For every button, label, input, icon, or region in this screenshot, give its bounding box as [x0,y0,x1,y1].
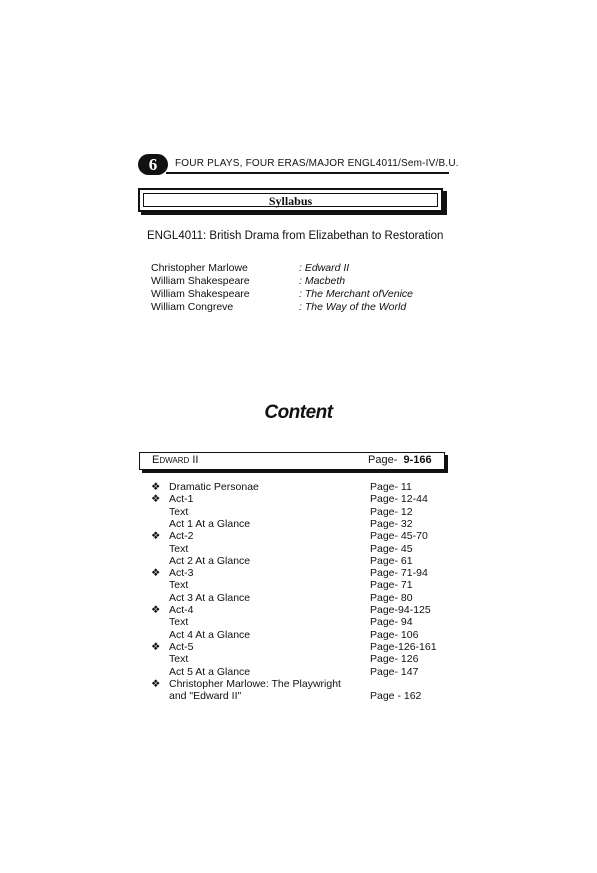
toc-entry-page: Page-94-125 [370,604,431,616]
work-author: William Shakespeare [151,288,250,300]
toc-entry-page: Page- 11 [370,481,412,493]
work-author: Christopher Marlowe [151,262,248,274]
toc-entry-label: Act 5 At a Glance [169,665,251,678]
toc-entry [151,481,451,494]
toc-entry-label: Christopher Marlowe: The Playwright [169,677,341,690]
toc-entry-page: Page- 12-44 [370,493,428,506]
toc-entry-page: Page- 106 [370,628,419,641]
toc-entry-label: Text [169,616,189,629]
toc-entry-label: Act 4 At a Glance [169,628,251,641]
toc-entry [151,530,451,543]
toc-entry-label: Act 3 At a Glance [169,591,251,604]
work-title: : Edward II [299,262,350,274]
toc-entry-page: Page- 126 [370,653,419,666]
toc-entry-label: and "Edward II" [169,690,242,703]
toc-entry-page: Page- 94 [370,616,413,629]
header-rule [166,172,449,174]
work-title: : Macbeth [299,275,346,287]
toc-entry-label: Dramatic Personae [169,481,259,493]
diamond-bullet-icon: ❖ [151,677,161,690]
toc-entry-label: Text [169,653,189,666]
toc-entry-page: Page- 147 [370,665,419,678]
toc-entry-label: Act-3 [169,567,194,580]
diamond-bullet-icon: ❖ [151,493,161,506]
toc-entry-page: Page- 71 [370,579,413,592]
diamond-bullet-icon: ❖ [151,481,161,493]
toc-entry-page: Page- 12 [370,505,413,518]
toc-entry [151,579,451,592]
toc-entry-label: Text [169,505,189,518]
toc-entry-page: Page- 45-70 [370,530,428,543]
toc-entry-page: Page- 80 [370,591,413,604]
syllabus-work-row [151,288,451,302]
course-title: ENGL4011: British Drama from Elizabethan to Restoration [147,230,444,242]
toc-entry-page: Page- 71-94 [370,567,428,580]
work-author: William Shakespeare [151,275,250,287]
toc-entry-page: Page- 45 [370,542,413,555]
work-author: William Congreve [151,301,234,313]
work-title: : The Merchant ofVenice [299,288,414,300]
toc-entry [151,555,451,568]
toc-entry-page: Page- 32 [370,517,413,530]
toc-entry [151,616,451,629]
toc-entry [151,604,451,617]
toc-entry [151,653,451,666]
toc-entry [151,493,451,506]
toc-entry [151,543,451,556]
toc-entry-label: Act-5 [169,640,194,653]
toc-entry [151,629,451,642]
toc-entry-label: Act 2 At a Glance [169,554,251,567]
toc-entry-label: Act-2 [169,530,194,543]
toc-entry [151,641,451,654]
toc-entry-page: Page- 61 [370,554,413,567]
toc-entry-label: Act 1 At a Glance [169,517,251,530]
content-heading: Content [264,402,333,423]
section-page-range: Page- 9-166 [368,454,432,466]
running-title: FOUR PLAYS, FOUR ERAS/MAJOR ENGL4011/Sem-IV/B.U. [175,158,459,169]
toc-entry-page: Page-126-161 [370,640,437,653]
diamond-bullet-icon: ❖ [151,640,161,653]
work-title: : The Way of the World [299,301,407,313]
toc-entry-label: Text [169,542,189,555]
toc-entry-label: Act-4 [169,604,194,616]
toc-entry [151,518,451,531]
toc-entry [151,506,451,519]
toc-entry [151,690,451,703]
syllabus-heading: Syllabus [143,193,438,207]
toc-entry [151,567,451,580]
syllabus-work-row [151,262,451,276]
toc-entry-page: Page - 162 [370,690,422,703]
toc-entry-label: Act-1 [169,493,194,506]
toc-entry-label: Text [169,579,189,592]
diamond-bullet-icon: ❖ [151,530,161,543]
diamond-bullet-icon: ❖ [151,567,161,580]
running-header [138,153,459,178]
section-header-shadow [142,470,448,473]
toc-entry [151,678,451,691]
syllabus-work-row [151,275,451,289]
section-title: Edward II [152,454,199,466]
toc-entry [151,666,451,679]
syllabus-heading-box [138,188,443,212]
section-header-edward-ii [139,452,445,470]
toc-entry [151,592,451,605]
syllabus-box-shadow [141,212,447,215]
page-number-badge: 6 [138,154,168,175]
diamond-bullet-icon: ❖ [151,604,161,616]
syllabus-work-row [151,301,451,315]
